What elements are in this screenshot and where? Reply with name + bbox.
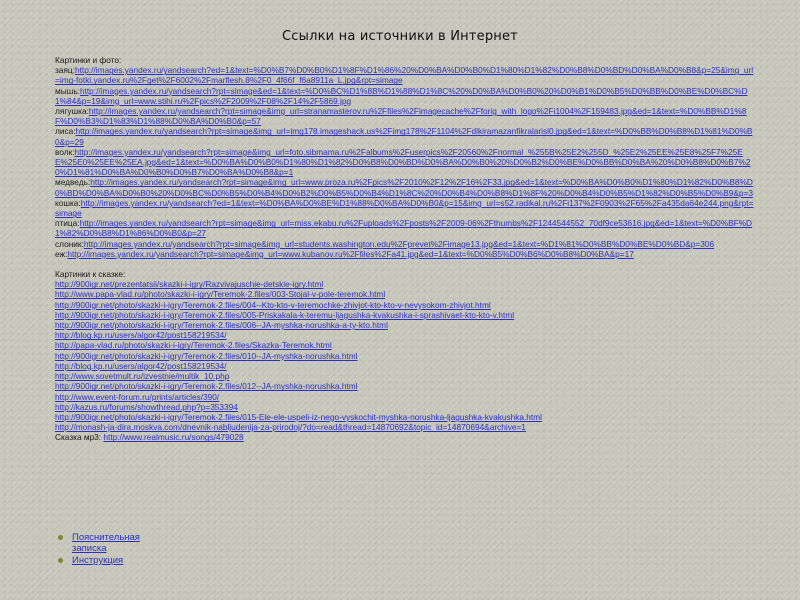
picture-source-link[interactable]: http://images.yandex.ru/yandsearch?rpt=simage&img_url=foto.sibmama.ru%2Falbums%2Fuserpics%2F20560%2Fnormal_%255B%25E2%255D_%25E2%25EE%25E8%25F7%25EE%25E0%25EE%25EA.jpg&ed=1&text=%D0%BA%D0%B0%D1%80%D1%82%D0%B8%D0%BD%D0%BA%D0%B0%20%D0%B2%D0%BE%D0%BB%D0%BA%20%D0%B8%D0%B7%20%D1%81%D0%BA%D0%B0%D0%B7%D0%BA%D0%B8&p=1 xyxy=(55,146,751,178)
audio-line xyxy=(55,432,755,442)
sources-content xyxy=(55,55,755,443)
bullet-dot-icon xyxy=(58,535,63,540)
tale-source-link[interactable]: http://www.event-forum.ru/prints/articles/390/ xyxy=(55,391,220,402)
instruction-link[interactable]: Инструкция xyxy=(72,555,124,566)
picture-source-link[interactable]: http://images.yandex.ru/yandsearch?rpt=simage&img_url=www.kubanov.ru%2Ffiles%2Fa41.jpg&ed=1&text=%D0%B5%D0%B6%D0%B8%D0%BA&p=17 xyxy=(67,248,634,259)
tale-source-link[interactable]: http://900igr.net/photo/skazki-i-igry/Teremok-2.files/012--JA-myshka-norushka.html xyxy=(55,381,358,392)
picture-source-label: мышь: xyxy=(55,85,80,96)
page-title: Ссылки на источники в Интернет xyxy=(282,29,518,44)
picture-source-line xyxy=(55,126,755,146)
picture-source-link[interactable]: http://images.yandex.ru/yandsearch?ed=1&text=%D0%BA%D0%BE%D1%88%D0%BA%D0%B0&p=15&img_url=s52.radikal.ru%2Fi137%2F0903%2F65%2Fa435da64e244.png&rpt=simage xyxy=(55,197,754,219)
tale-source-link[interactable]: http://monash-ja-dira.moskva.com/dnevnik-nabljudenija-za-prirodoj/?do=read&thread=14870692&topic_id=14870694&archive=1 xyxy=(55,422,526,433)
pictures-list xyxy=(55,65,755,259)
picture-source-link[interactable]: http://images.yandex.ru/yandsearch?rpt=simage&img_url=img178.imageshack.us%2Fimg178%2F1104%2Fdlkiramazanfikralarisl0.jpg&ed=1&text=%D0%BB%D0%B8%D1%81%D0%B0&p=29 xyxy=(55,126,753,147)
picture-source-link[interactable]: http://images.yandex.ru/yandsearch?rpt=simage&img_url=www.proza.ru%2Fpics%2F2010%2F12%2F16%2F33.jpg&ed=1&text=%D0%BA%D0%B0%D1%80%D1%82%D0%B8%D0%BD%D0%BA%D0%B0%20%D0%BC%D0%B5%D0%B4%D0%B2%D0%B5%D0%B4%D1%8C%20%D0%B4%D0%B8%D1%8F%20%D0%B4%D0%B5%D1%82%D0%B5%D0%B9&p=3 xyxy=(55,177,753,198)
tale-source-link[interactable]: http://900igr.net/photo/skazki-i-igry/Teremok-2.files/010--JA-myshka-norushka.html xyxy=(55,350,358,361)
tale-source-link[interactable]: http://www.sovetmult.ru/izvestnie/multik_10.php xyxy=(55,371,230,382)
tale-source-link[interactable]: http://900igr.net/photo/skazki-i-igry/Teremok-2.files/005-Priskakala-k-teremu-ljagushka-kvakushka-i-sprashivaet-kto-kto-v.html xyxy=(55,309,515,320)
picture-source-label: заяц: xyxy=(55,65,75,76)
tale-links-list xyxy=(55,279,755,432)
picture-source-link[interactable]: http://images.yandex.ru/yandsearch?rpt=simage&img_url=stranamasterov.ru%2Ffiles%2Fimagecache%2Fforig_with_logo%2Fi1004%2F159483.jpg&ed=1&text=%D0%BB%D1%8F%D0%B3%D1%83%D1%88%D0%BA%D0%B0&p=57 xyxy=(55,106,747,127)
picture-source-line xyxy=(55,239,755,249)
explanatory-note-link[interactable]: Пояснительная записка xyxy=(72,532,140,554)
picture-source-line xyxy=(55,218,755,238)
tale-source-link[interactable]: http://kazus.ru/forums/showthread.php?p=353394 xyxy=(55,401,238,412)
navigation-bullets xyxy=(58,532,152,567)
audio-label: Сказка мр3: xyxy=(55,432,102,443)
bullet-item-explanatory-note xyxy=(58,532,152,554)
picture-source-label: лиса: xyxy=(55,126,76,137)
tale-source-link[interactable]: http://900igr.net/photo/skazki-i-igry/Teremok-2.files/015-Ele-ele-uspeli-iz-nego-vyskochit-myshka-norushka-ljagushka-kvakushka.html xyxy=(55,411,542,422)
tale-source-link[interactable]: http://900igr.net/photo/skazki-i-igry/Teremok-2.files/006--JA-myshka-norushka-a-ty-kto.html xyxy=(55,320,388,331)
tale-source-link[interactable]: http://papa-vlad.ru/photo/skazki-i-igry/Teremok-2.files/Skazka-Teremok.html xyxy=(55,340,332,351)
bullet-dot-icon xyxy=(58,558,63,563)
picture-source-label: еж: xyxy=(55,248,68,259)
picture-source-label: птица: xyxy=(55,218,80,229)
picture-source-link[interactable]: http://images.yandex.ru/yandsearch?rpt=simage&img_url=students.washington.edu%2Fprevet%2Fimage13.jpg&ed=1&text=%D1%81%D0%BB%D0%BE%D0%BD&p=306 xyxy=(83,238,715,249)
picture-source-line xyxy=(55,86,755,106)
picture-source-link[interactable]: http://images.yandex.ru/yandsearch?rpt=simage&ed=1&text=%D0%BC%D1%8B%D1%88%D1%8C%20%D0%BA%D0%B0%20%D0%B1%D0%B5%D0%BB%D0%BE%D0%BC%D1%84&p=19&img_url=www.stihi.ru%2Fpics%2F2009%2F08%2F14%2F5869.jpg xyxy=(55,85,748,106)
tale-heading: Картинки к сказке: xyxy=(55,269,126,280)
section-spacer xyxy=(55,259,755,269)
pictures-heading: Картинки и фото: xyxy=(55,55,122,65)
picture-source-line xyxy=(55,198,755,218)
picture-source-label: слоник: xyxy=(55,238,84,249)
tale-source-link[interactable]: http://900igr.net/prezentatsii/skazki-i-igry/Razvivajuschie-detskie-igry.html xyxy=(55,279,324,290)
picture-source-label: медведь: xyxy=(55,177,91,188)
tale-source-link[interactable]: http://900igr.net/photo/skazki-i-igry/Teremok-2.files/004--Kto-kto-v-teremochke-zhivjot-kto-kto-v-nevysokom-zhivjot.html xyxy=(55,299,491,310)
audio-link[interactable]: http://www.realmusic.ru/songs/479028 xyxy=(103,432,244,443)
picture-source-line xyxy=(55,65,755,85)
tale-source-link[interactable]: http://blog.kp.ru/users/algor42/post158219534/ xyxy=(55,360,227,371)
picture-source-link[interactable]: http://images.yandex.ru/yandsearch?ed=1&text=%D0%B7%D0%B0%D1%8F%D1%86%20%D0%BA%D0%B0%D1%80%D1%82%D0%B8%D0%BD%D0%BA%D0%B8&p=25&img_url=img-fotki.yandex.ru%2Fget%2F6002%2Fmarflesh.8%2F0_4f66f_f6a8911a_L.jpg&rpt=simage xyxy=(55,65,754,86)
picture-source-line xyxy=(55,147,755,178)
tale-source-link[interactable]: http://www.papa-vlad.ru/photo/skazki-i-igry/Teremok-2.files/003-Stojal-v-pole-teremok.html xyxy=(55,289,386,300)
picture-source-line xyxy=(55,177,755,197)
picture-source-line xyxy=(55,106,755,126)
picture-source-link[interactable]: http://images.yandex.ru/yandsearch?rpt=simage&img_url=miss.ekabu.ru%2Fuploads%2Fposts%2F2009-06%2Fthumbs%2F1244544552_70df9ce53616.jpg&ed=1&text=%D0%BF%D1%82%D0%B8%D1%86%D0%B0&p=27 xyxy=(55,218,753,239)
tale-source-link[interactable]: http://blog.kp.ru/users/algor42/post158219534/ xyxy=(55,330,227,341)
picture-source-label: волк: xyxy=(55,146,75,157)
bullet-item-instruction xyxy=(58,555,152,566)
picture-source-label: кошка: xyxy=(55,197,81,208)
picture-source-line xyxy=(55,249,755,259)
picture-source-label: лягушка: xyxy=(55,106,89,117)
